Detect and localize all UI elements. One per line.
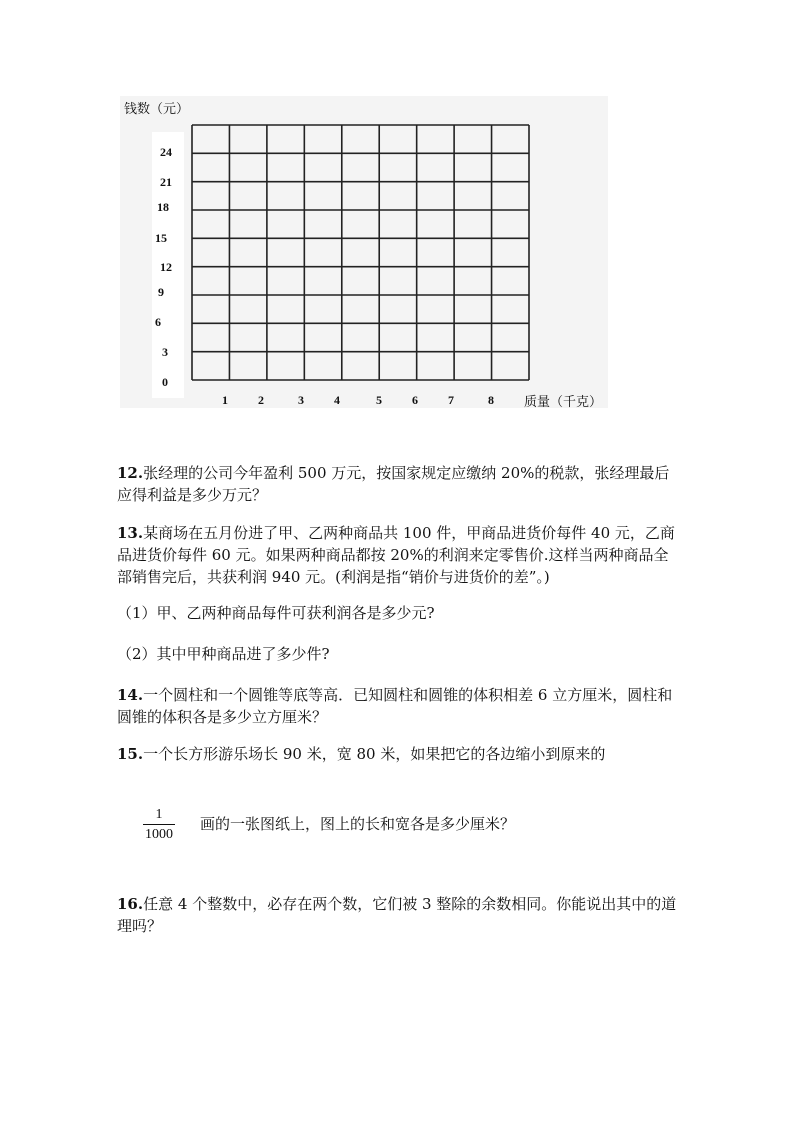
y-tick-label: 6 xyxy=(155,315,161,329)
fraction-denominator: 1000 xyxy=(145,827,173,842)
question-text: 任意 4 个整数中，必存在两个数，它们被 3 整除的余数相同。你能说出其中的道理吗？ xyxy=(117,895,677,935)
fraction xyxy=(143,806,175,843)
y-tick-label: 18 xyxy=(157,200,169,214)
question-14 xyxy=(117,684,677,728)
x-tick-label: 2 xyxy=(258,393,264,407)
x-tick-label: 4 xyxy=(334,393,340,407)
question-number: 16. xyxy=(117,895,144,913)
question-text: 张经理的公司今年盈利 500 万元，按国家规定应缴纳 20%的税款，张经理最后应得利益是多少万元？ xyxy=(117,464,670,504)
question-text: 某商场在五月份进了甲、乙两种商品共 100 件，甲商品进货价每件 40 元，乙商品进货价每件 60 元。如果两种商品都按 20%的利润来定零售价.这样当两种商品全部销售完后，共获利润 940 元。(利润是指“销价与进货价的差”。) xyxy=(117,524,675,586)
question-16 xyxy=(117,893,677,937)
question-12 xyxy=(117,462,677,506)
question-15 xyxy=(117,743,677,765)
grid-chart xyxy=(0,0,793,420)
x-tick-label: 8 xyxy=(488,393,494,407)
x-tick-label: 3 xyxy=(298,393,304,407)
question-text: 一个长方形游乐场长 90 米，宽 80 米，如果把它的各边缩小到原来的 xyxy=(143,745,606,763)
y-tick-label: 3 xyxy=(162,345,168,359)
y-axis-label: 钱数（元） xyxy=(124,102,190,117)
question-13-part-2: （2）其中甲种商品进了多少件? xyxy=(117,645,330,663)
question-13-part-1: （1）甲、乙两种商品每件可获利润各是多少元? xyxy=(117,604,435,622)
question-number: 15. xyxy=(117,745,144,763)
question-15-continued: 画的一张图纸上，图上的长和宽各是多少厘米？ xyxy=(200,815,516,833)
y-tick-label: 12 xyxy=(160,260,172,274)
x-axis-label: 质量（千克） xyxy=(524,395,603,410)
y-tick-label: 0 xyxy=(162,375,168,389)
x-tick-label: 5 xyxy=(376,393,382,407)
x-tick-label: 7 xyxy=(448,393,454,407)
question-number: 12. xyxy=(117,464,144,482)
y-tick-label: 21 xyxy=(160,175,172,189)
y-tick-label: 24 xyxy=(160,145,172,159)
question-13 xyxy=(117,522,677,588)
x-tick-label: 6 xyxy=(412,393,418,407)
question-number: 13. xyxy=(117,524,144,542)
fraction-bar xyxy=(143,824,175,825)
y-tick-label: 15 xyxy=(155,231,167,245)
question-number: 14. xyxy=(117,686,144,704)
y-tick-label: 9 xyxy=(158,285,164,299)
x-tick-label: 1 xyxy=(222,393,228,407)
fraction-numerator: 1 xyxy=(155,807,163,822)
question-text: 一个圆柱和一个圆锥等底等高．已知圆柱和圆锥的体积相差 6 立方厘米，圆柱和圆锥的体积各是多少立方厘米？ xyxy=(117,686,673,726)
